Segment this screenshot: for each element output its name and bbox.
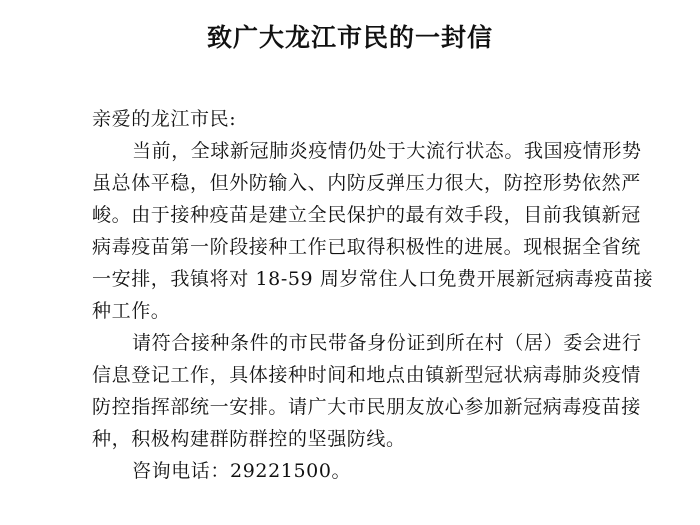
salutation: 亲爱的龙江市民:: [92, 108, 237, 130]
paragraph-1-line-4: 病毒疫苗第一阶段接种工作已取得积极性的进展。现根据全省统: [92, 236, 641, 258]
paragraph-2-line-2: 信息登记工作，具体接种时间和地点由镇新型冠状病毒肺炎疫情: [92, 364, 641, 386]
paragraph-1-line-5: 一安排，我镇将对 18-59 周岁常住人口免费开展新冠病毒疫苗接: [92, 268, 654, 290]
contact-phone: 咨询电话：29221500。: [132, 460, 352, 482]
paragraph-2-line-3: 防控指挥部统一安排。请广大市民朋友放心参加新冠病毒疫苗接: [92, 396, 641, 418]
paragraph-2-line-4: 种，积极构建群防群控的坚强防线。: [92, 428, 406, 450]
paragraph-1-line-1: 当前，全球新冠肺炎疫情仍处于大流行状态。我国疫情形势: [132, 140, 642, 162]
letter-body: [92, 103, 654, 487]
paragraph-1-line-2: 虽总体平稳，但外防输入、内防反弹压力很大，防控形势依然严: [92, 172, 641, 194]
letter-title: 致广大龙江市民的一封信: [206, 23, 493, 52]
paragraph-2-line-1: 请符合接种条件的市民带备身份证到所在村（居）委会进行: [132, 332, 642, 354]
paragraph-1-line-3: 峻。由于接种疫苗是建立全民保护的最有效手段，目前我镇新冠: [92, 204, 641, 226]
paragraph-1-line-6: 种工作。: [92, 300, 171, 322]
